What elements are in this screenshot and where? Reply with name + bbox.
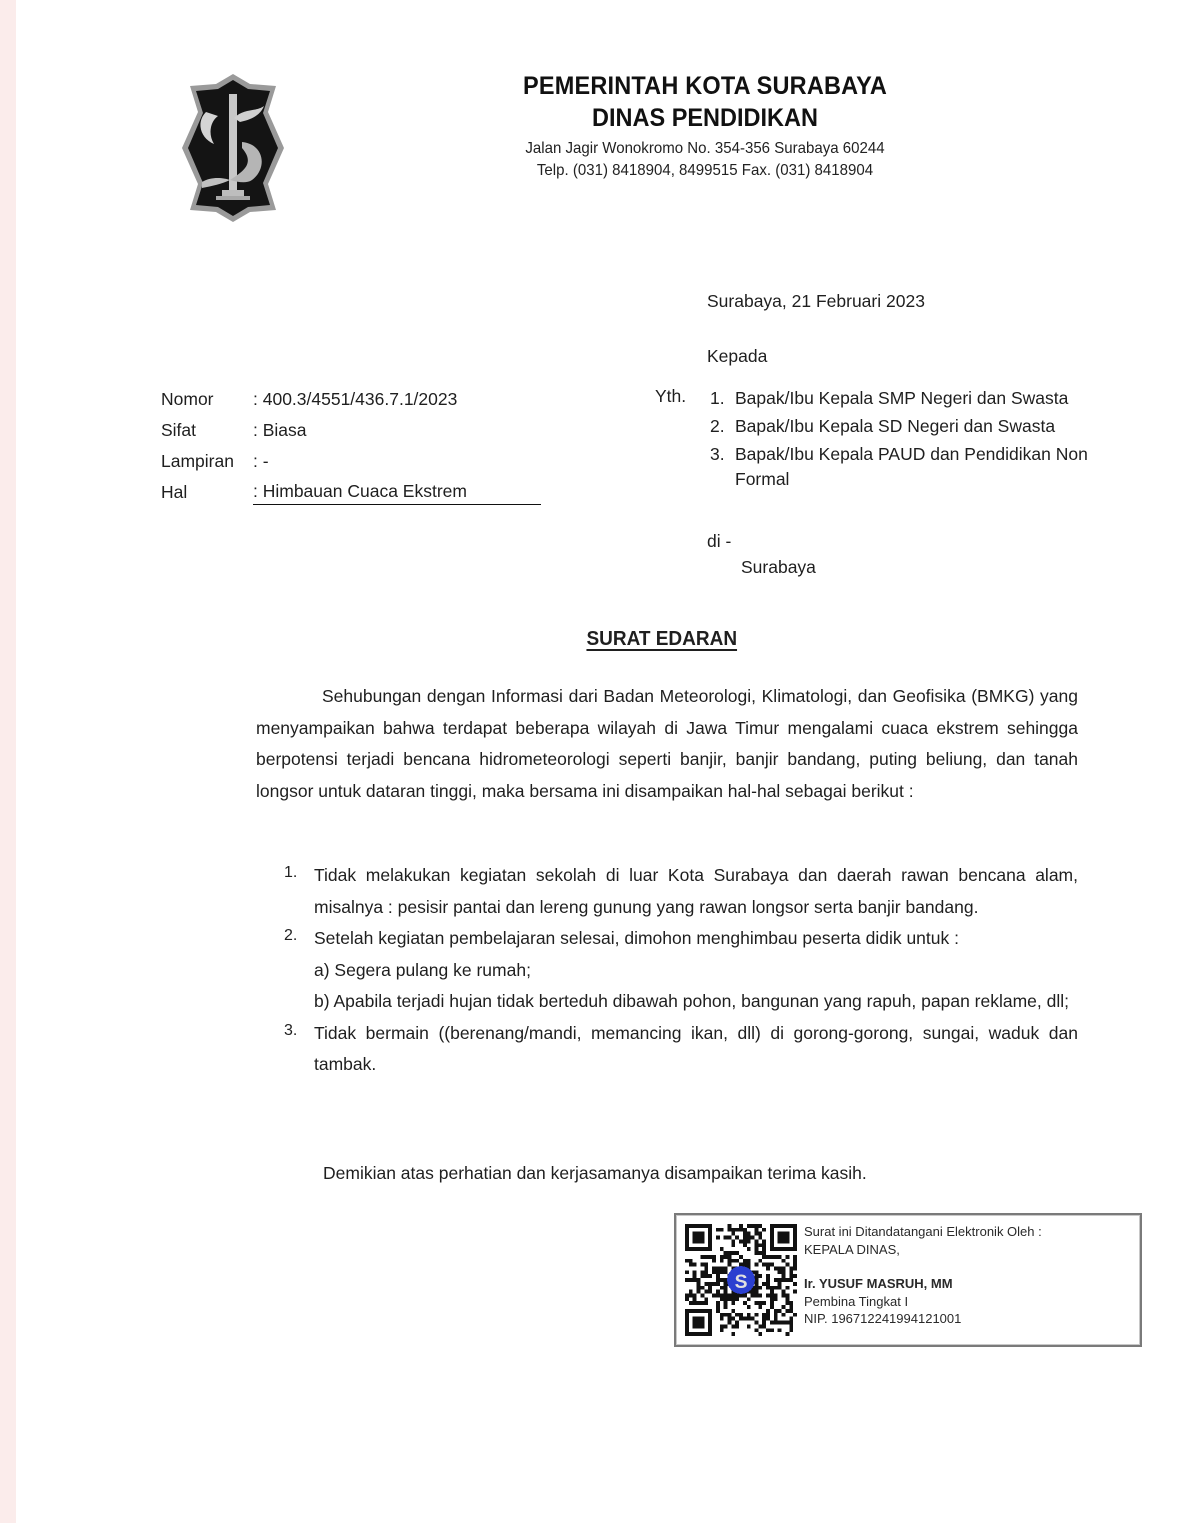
document-title: SURAT EDARAN: [586, 628, 738, 650]
signer-rank: Pembina Tingkat I: [804, 1293, 909, 1309]
meta-value: : 400.3/4551/436.7.1/2023: [253, 389, 458, 409]
signer-name: Ir. YUSUF MASRUH, MM: [804, 1276, 953, 1291]
recipient-number: 1.: [710, 388, 725, 408]
recipient-text: Bapak/Ibu Kepala SMP Negeri dan Swasta: [735, 388, 1069, 408]
intro-paragraph: Sehubungan dengan Informasi dari Badan Meteorologi, Klimatologi, dan Geofisika (BMKG) yang menyampaikan bahwa terdapat beberapa wilayah di Jawa Timur mengalami cuaca ekstrem sehingga berpotensi terjadi bencana hidrometeorologi seperti banjir, banjir bandang, puting beliung, dan tanah longsor untuk dataran tinggi, maka bersama ini disampaikan hal-hal sebagai berikut :: [256, 686, 1078, 801]
signature-statement: Surat ini Ditandatangani Elektronik Oleh :: [804, 1224, 1042, 1239]
meta-row-lampiran: [161, 446, 541, 477]
closing-sentence: Demikian atas perhatian dan kerjasamanya disampaikan terima kasih.: [323, 1163, 867, 1183]
meta-value: : Biasa: [253, 420, 307, 440]
signer-nip: NIP. 196712241994121001: [804, 1311, 962, 1326]
list-item: [284, 1018, 1078, 1081]
body-paragraph: [256, 681, 1078, 807]
recipient-item: [710, 386, 1130, 411]
list-text: Tidak melakukan kegiatan sekolah di luar Kota Surabaya dan daerah rawan bencana alam, misalnya : pesisir pantai dan lereng gunung yang rawan longsor serta banjir bandang.: [314, 865, 1078, 917]
recipient-item: [710, 442, 1130, 492]
city-emblem-logo: [172, 72, 294, 224]
meta-row-sifat: [161, 415, 541, 446]
meta-row-nomor: [161, 384, 541, 415]
letter-date: Surabaya, 21 Februari 2023: [707, 291, 925, 311]
destination-city: Surabaya: [741, 557, 816, 577]
list-number: 3.: [284, 1021, 298, 1039]
qr-code-icon: [685, 1223, 797, 1337]
list-item: [284, 923, 1078, 1018]
signer-position: KEPALA DINAS,: [804, 1241, 900, 1257]
meta-label: Nomor: [161, 389, 214, 409]
electronic-signature-box: [674, 1213, 1142, 1347]
meta-label: Hal: [161, 482, 188, 502]
sub-item: a) Segera pulang ke rumah;: [314, 959, 531, 980]
meta-value-subject: : Himbauan Cuaca Ekstrem: [253, 481, 541, 505]
instruction-list: [284, 860, 1078, 1081]
recipient-list: [710, 386, 1130, 495]
meta-label: Sifat: [161, 420, 197, 440]
sub-item: b) Apabila terjadi hujan tidak berteduh dibawah pohon, bangunan yang rapuh, papan reklame, dll;: [314, 991, 1069, 1011]
svg-text:S: S: [734, 1272, 748, 1294]
address: Jalan Jagir Wonokromo No. 354-356 Surabaya 60244: [525, 140, 885, 157]
meta-row-hal: [161, 477, 541, 508]
meta-label: Lampiran: [161, 451, 234, 471]
letterhead: [470, 70, 940, 182]
list-text: Tidak bermain ((berenang/mandi, memancing ikan, dll) di gorong-gorong, sungai, waduk dan tambak.: [314, 1022, 1078, 1074]
recipient-text: Bapak/Ibu Kepala PAUD dan Pendidikan Non Formal: [735, 444, 1088, 489]
list-number: 2.: [284, 927, 298, 944]
letter-metadata: [161, 384, 541, 508]
recipient-number: 3.: [710, 444, 725, 464]
contact-info: Telp. (031) 8418904, 8499515 Fax. (031) 8418904: [536, 162, 874, 179]
list-content: [314, 923, 1078, 1018]
recipient-item: [710, 414, 1130, 439]
signature-text: [804, 1223, 1042, 1328]
recipient-number: 2.: [710, 416, 725, 436]
department-name: DINAS PENDIDIKAN: [592, 104, 818, 132]
list-item: [284, 860, 1078, 923]
page-edge: [0, 0, 16, 1523]
list-text: Setelah kegiatan pembelajaran selesai, dimohon menghimbau peserta didik untuk :: [314, 928, 959, 948]
di-label: di -: [707, 531, 732, 551]
kepada-label: Kepada: [707, 346, 768, 366]
recipient-text: Bapak/Ibu Kepala SD Negeri dan Swasta: [735, 416, 1056, 436]
list-number: 1.: [284, 864, 298, 881]
meta-value: : -: [253, 451, 269, 471]
government-name: PEMERINTAH KOTA SURABAYA: [522, 72, 888, 100]
yth-label: Yth.: [655, 386, 687, 406]
